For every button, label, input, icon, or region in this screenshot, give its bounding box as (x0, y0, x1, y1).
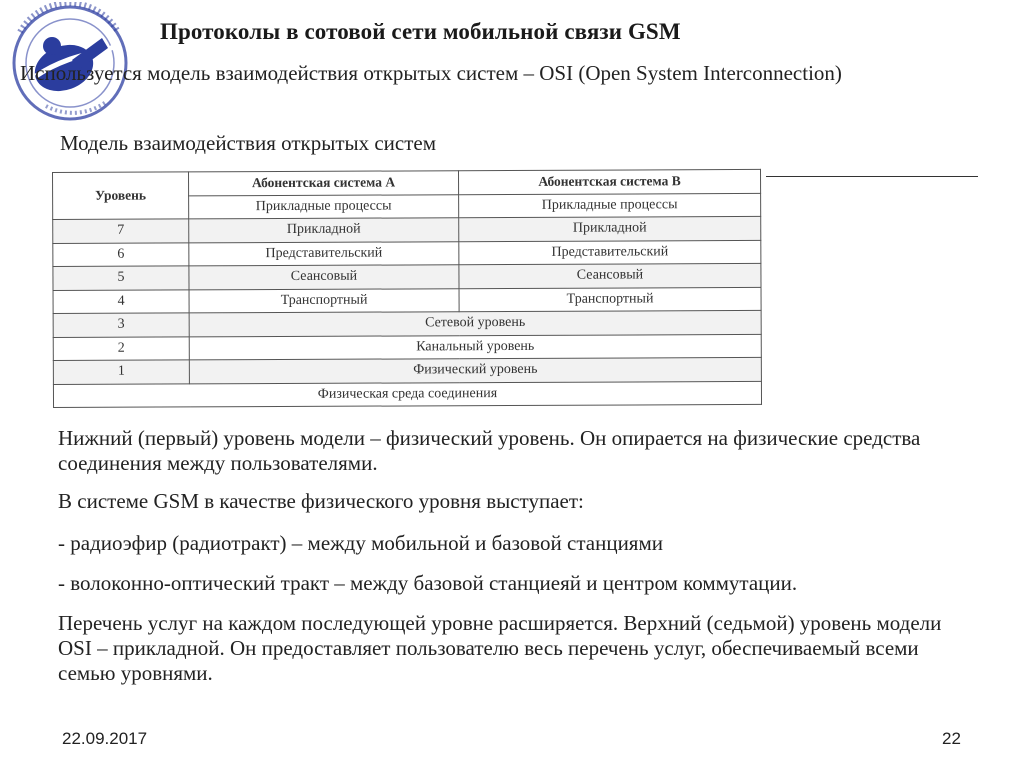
merged-layer-cell: Сетевой уровень (189, 310, 761, 336)
system-a-cell: Прикладной (189, 218, 459, 243)
slide-title: Протоколы в сотовой сети мобильной связи GSM (160, 19, 681, 44)
footer-date: 22.09.2017 (62, 729, 148, 748)
app-processes-b: Прикладные процессы (459, 193, 761, 218)
table-row (53, 240, 761, 267)
intro-text: Используется модель взаимодействия открытых систем – OSI (Open System Interconnection) (20, 61, 842, 85)
level-cell: 1 (53, 360, 189, 384)
table-row (53, 310, 761, 337)
header-system-a: Абонентская система А (189, 171, 459, 196)
table-row (53, 334, 761, 361)
medium-cell: Физическая среда соединения (53, 381, 761, 408)
merged-layer-cell: Канальный уровень (189, 334, 761, 360)
system-b-cell: Транспортный (459, 287, 761, 312)
osi-model-table (52, 169, 762, 408)
level-cell: 7 (53, 219, 189, 243)
paragraph-radio: - радиоэфир (радиотракт) – между мобильной и базовой станциями (58, 531, 663, 555)
system-a-cell: Представительский (189, 241, 459, 266)
app-processes-a: Прикладные процессы (189, 194, 459, 219)
level-cell: 3 (53, 313, 189, 337)
table-caption: Модель взаимодействия открытых систем (60, 131, 437, 155)
system-a-cell: Сеансовый (189, 265, 459, 290)
paragraph-fiber: - волоконно-оптический тракт – между базовой станциеяй и центром коммутации. (58, 571, 798, 595)
table-header-row (53, 169, 761, 196)
table-row (53, 381, 761, 408)
paragraph-physical-layer: Нижний (первый) уровень модели – физический уровень. Он опирается на физические средства соединения между пользователями. (58, 426, 921, 475)
header-system-b: Абонентская система В (458, 169, 760, 194)
system-a-cell: Транспортный (189, 288, 459, 313)
merged-layer-cell: Физический уровень (189, 357, 761, 383)
paragraph-application-layer: Перечень услуг на каждом последующей уровне расширяется. Верхний (седьмой) уровень модели OSI – прикладной. Он предоставляет пользователю весь перечень услуг, обеспечиваемый всеми семью уровнями. (58, 611, 942, 685)
system-b-cell: Сеансовый (459, 263, 761, 288)
level-cell: 6 (53, 242, 189, 266)
table-row (53, 263, 761, 290)
decorative-rule (766, 176, 978, 177)
table-row (53, 216, 761, 243)
system-b-cell: Прикладной (459, 216, 761, 241)
paragraph-gsm-physical: В системе GSM в качестве физического уровня выступает: (58, 489, 584, 513)
level-cell: 2 (53, 336, 189, 360)
level-cell: 5 (53, 266, 189, 290)
table-row (53, 357, 761, 384)
page-number: 22 (942, 729, 961, 748)
table-row (53, 287, 761, 314)
header-level: Уровень (53, 172, 189, 220)
system-b-cell: Представительский (459, 240, 761, 265)
level-cell: 4 (53, 289, 189, 313)
